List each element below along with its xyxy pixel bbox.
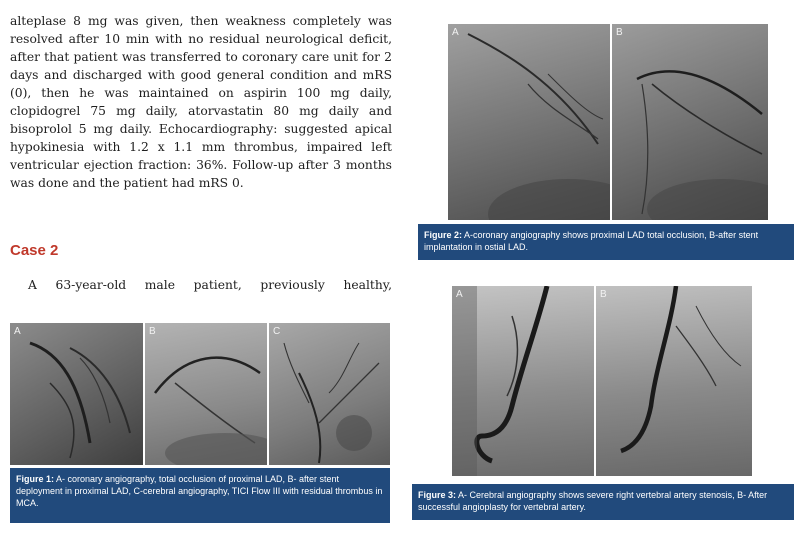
case-intro-text: A 63-year-old male patient, previously healthy,	[28, 278, 392, 292]
figure-3-panel-b	[596, 286, 752, 476]
angiogram-image	[10, 323, 143, 465]
figure-1	[10, 323, 390, 523]
panel-label-a: A	[452, 27, 459, 38]
caption-label: Figure 1:	[16, 474, 55, 484]
angiogram-image	[596, 286, 752, 476]
caption-text: A-coronary angiography shows proximal LAD total occlusion, B-after stent implantation in ostial LAD.	[424, 230, 759, 252]
figure-3-panel-a	[452, 286, 594, 476]
panel-label-b: B	[149, 326, 156, 337]
figure-1-panel-b	[145, 323, 267, 465]
caption-text: A- Cerebral angiography shows severe right vertebral artery stenosis, B- After successful angioplasty for vertebral artery.	[418, 490, 768, 512]
figure-2	[418, 12, 794, 260]
figure-2-caption	[418, 224, 794, 260]
panel-label-a: A	[456, 289, 463, 300]
figure-3-caption	[412, 484, 794, 520]
angiogram-image	[448, 24, 610, 220]
figure-3	[412, 286, 794, 520]
figure-2-panel-b	[612, 24, 768, 220]
panel-label-b: B	[600, 289, 607, 300]
angiogram-image	[452, 286, 594, 476]
caption-label: Figure 3:	[418, 490, 457, 500]
panel-label-a: A	[14, 326, 21, 337]
caption-label: Figure 2:	[424, 230, 463, 240]
angiogram-image	[612, 24, 768, 220]
panel-label-c: C	[273, 326, 281, 337]
figure-2-panel-a	[448, 24, 610, 220]
figure-1-panel-a	[10, 323, 143, 465]
panel-label-b: B	[616, 27, 623, 38]
figure-1-caption	[10, 468, 390, 523]
body-paragraph: alteplase 8 mg was given, then weakness completely was resolved after 10 min with no residual neurological deficit, after that patient was transferred to coronary care unit for 2 days and discharged with good general condition and mRS (0), then he was maintained on aspirin 100 mg daily, clopidogrel 75 mg daily, atorvastatin 80 mg daily and bisoprolol 5 mg daily. Echocardiography: suggested apical hypokinesia with 1.2 x 1.1 mm thrombus, impaired left ventricular ejection fraction: 36%. Follow-up after 3 months was done and the patient had mRS 0.	[10, 14, 392, 190]
case-heading: Case 2	[10, 242, 59, 259]
figure-1-panel-c	[269, 323, 390, 465]
caption-text: A- coronary angiography, total occlusion of proximal LAD, B- after stent deployment in proximal LAD, C-cerebral angiography, TICI Flow III with residual thrombus in MCA.	[16, 474, 383, 508]
angiogram-image	[269, 323, 390, 465]
angiogram-image	[145, 323, 267, 465]
